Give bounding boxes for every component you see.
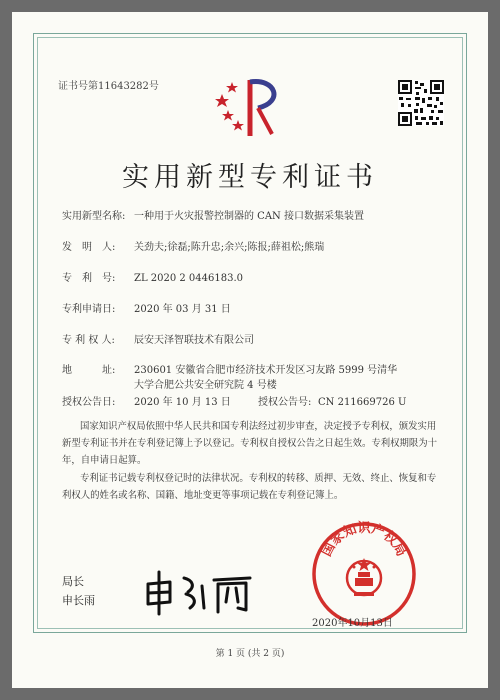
certificate-serial: 证书号第11643282号 <box>58 81 159 92</box>
field-label-patentee: 专 利 权 人: <box>62 335 115 346</box>
field-value-address-line1: 230601 安徽省合肥市经济技术开发区习友路 5999 号清华 <box>134 365 398 376</box>
seal-date: 2020年10月13日 <box>312 618 393 629</box>
seal-text: 国家知识产权局 <box>319 521 409 560</box>
svg-text:国家知识产权局 <box>318 520 408 559</box>
grant-date-value: 2020 年 10 月 13 日 <box>134 397 231 408</box>
field-label-filing-date: 专利申请日: <box>62 304 116 315</box>
grant-date-label: 授权公告日: <box>62 397 116 408</box>
field-label-inventors: 发 明 人: <box>62 242 116 253</box>
director-name: 申长雨 <box>62 594 95 607</box>
field-value-patentee: 辰安天泽智联技术有限公司 <box>134 335 254 346</box>
official-seal <box>310 520 418 628</box>
national-emblem-icon <box>347 558 381 596</box>
legal-paragraph-2: 专利证书记载专利权登记时的法律状况。专利权的转移、质押、无效、终止、恢复和专 利权人的姓名或名称、国籍、地址变更等事项记载在专利登记簿上。 <box>62 473 437 501</box>
field-label-address: 地 址: <box>62 365 116 376</box>
field-value-filing-date: 2020 年 03 月 31 日 <box>134 304 231 315</box>
field-value-name: 一种用于火灾报警控制器的 CAN 接口数据采集装置 <box>134 211 364 222</box>
director-title: 局长 <box>62 575 84 588</box>
grant-number-value: CN 211669726 U <box>318 397 407 408</box>
field-value-patent-number: ZL 2020 2 0446183.0 <box>134 273 244 284</box>
field-value-address-line2: 大学合肥公共安全研究院 4 号楼 <box>134 380 277 391</box>
certificate-title: 实用新型专利证书 <box>122 162 378 193</box>
handwritten-signature <box>140 568 260 618</box>
qr-code-icon <box>398 80 444 126</box>
patent-office-logo-icon <box>214 74 288 138</box>
legal-paragraph-1: 国家知识产权局依照中华人民共和国专利法经过初步审查，决定授予专利权，颁发实用 新型专利证书并在专利登记簿上予以登记。专利权自授权公告之日起生效。专利权期限为十 年，自申请日起算。 <box>62 421 438 466</box>
field-value-inventors: 关劲夫;徐磊;陈升忠;余兴;陈报;薛祖松;熊瑞 <box>134 242 325 253</box>
page-footer: 第 1 页 (共 2 页) <box>215 649 285 659</box>
field-label-patent-number: 专 利 号: <box>62 273 116 284</box>
field-label-name: 实用新型名称: <box>62 211 126 222</box>
grant-number-label: 授权公告号: <box>258 397 312 408</box>
